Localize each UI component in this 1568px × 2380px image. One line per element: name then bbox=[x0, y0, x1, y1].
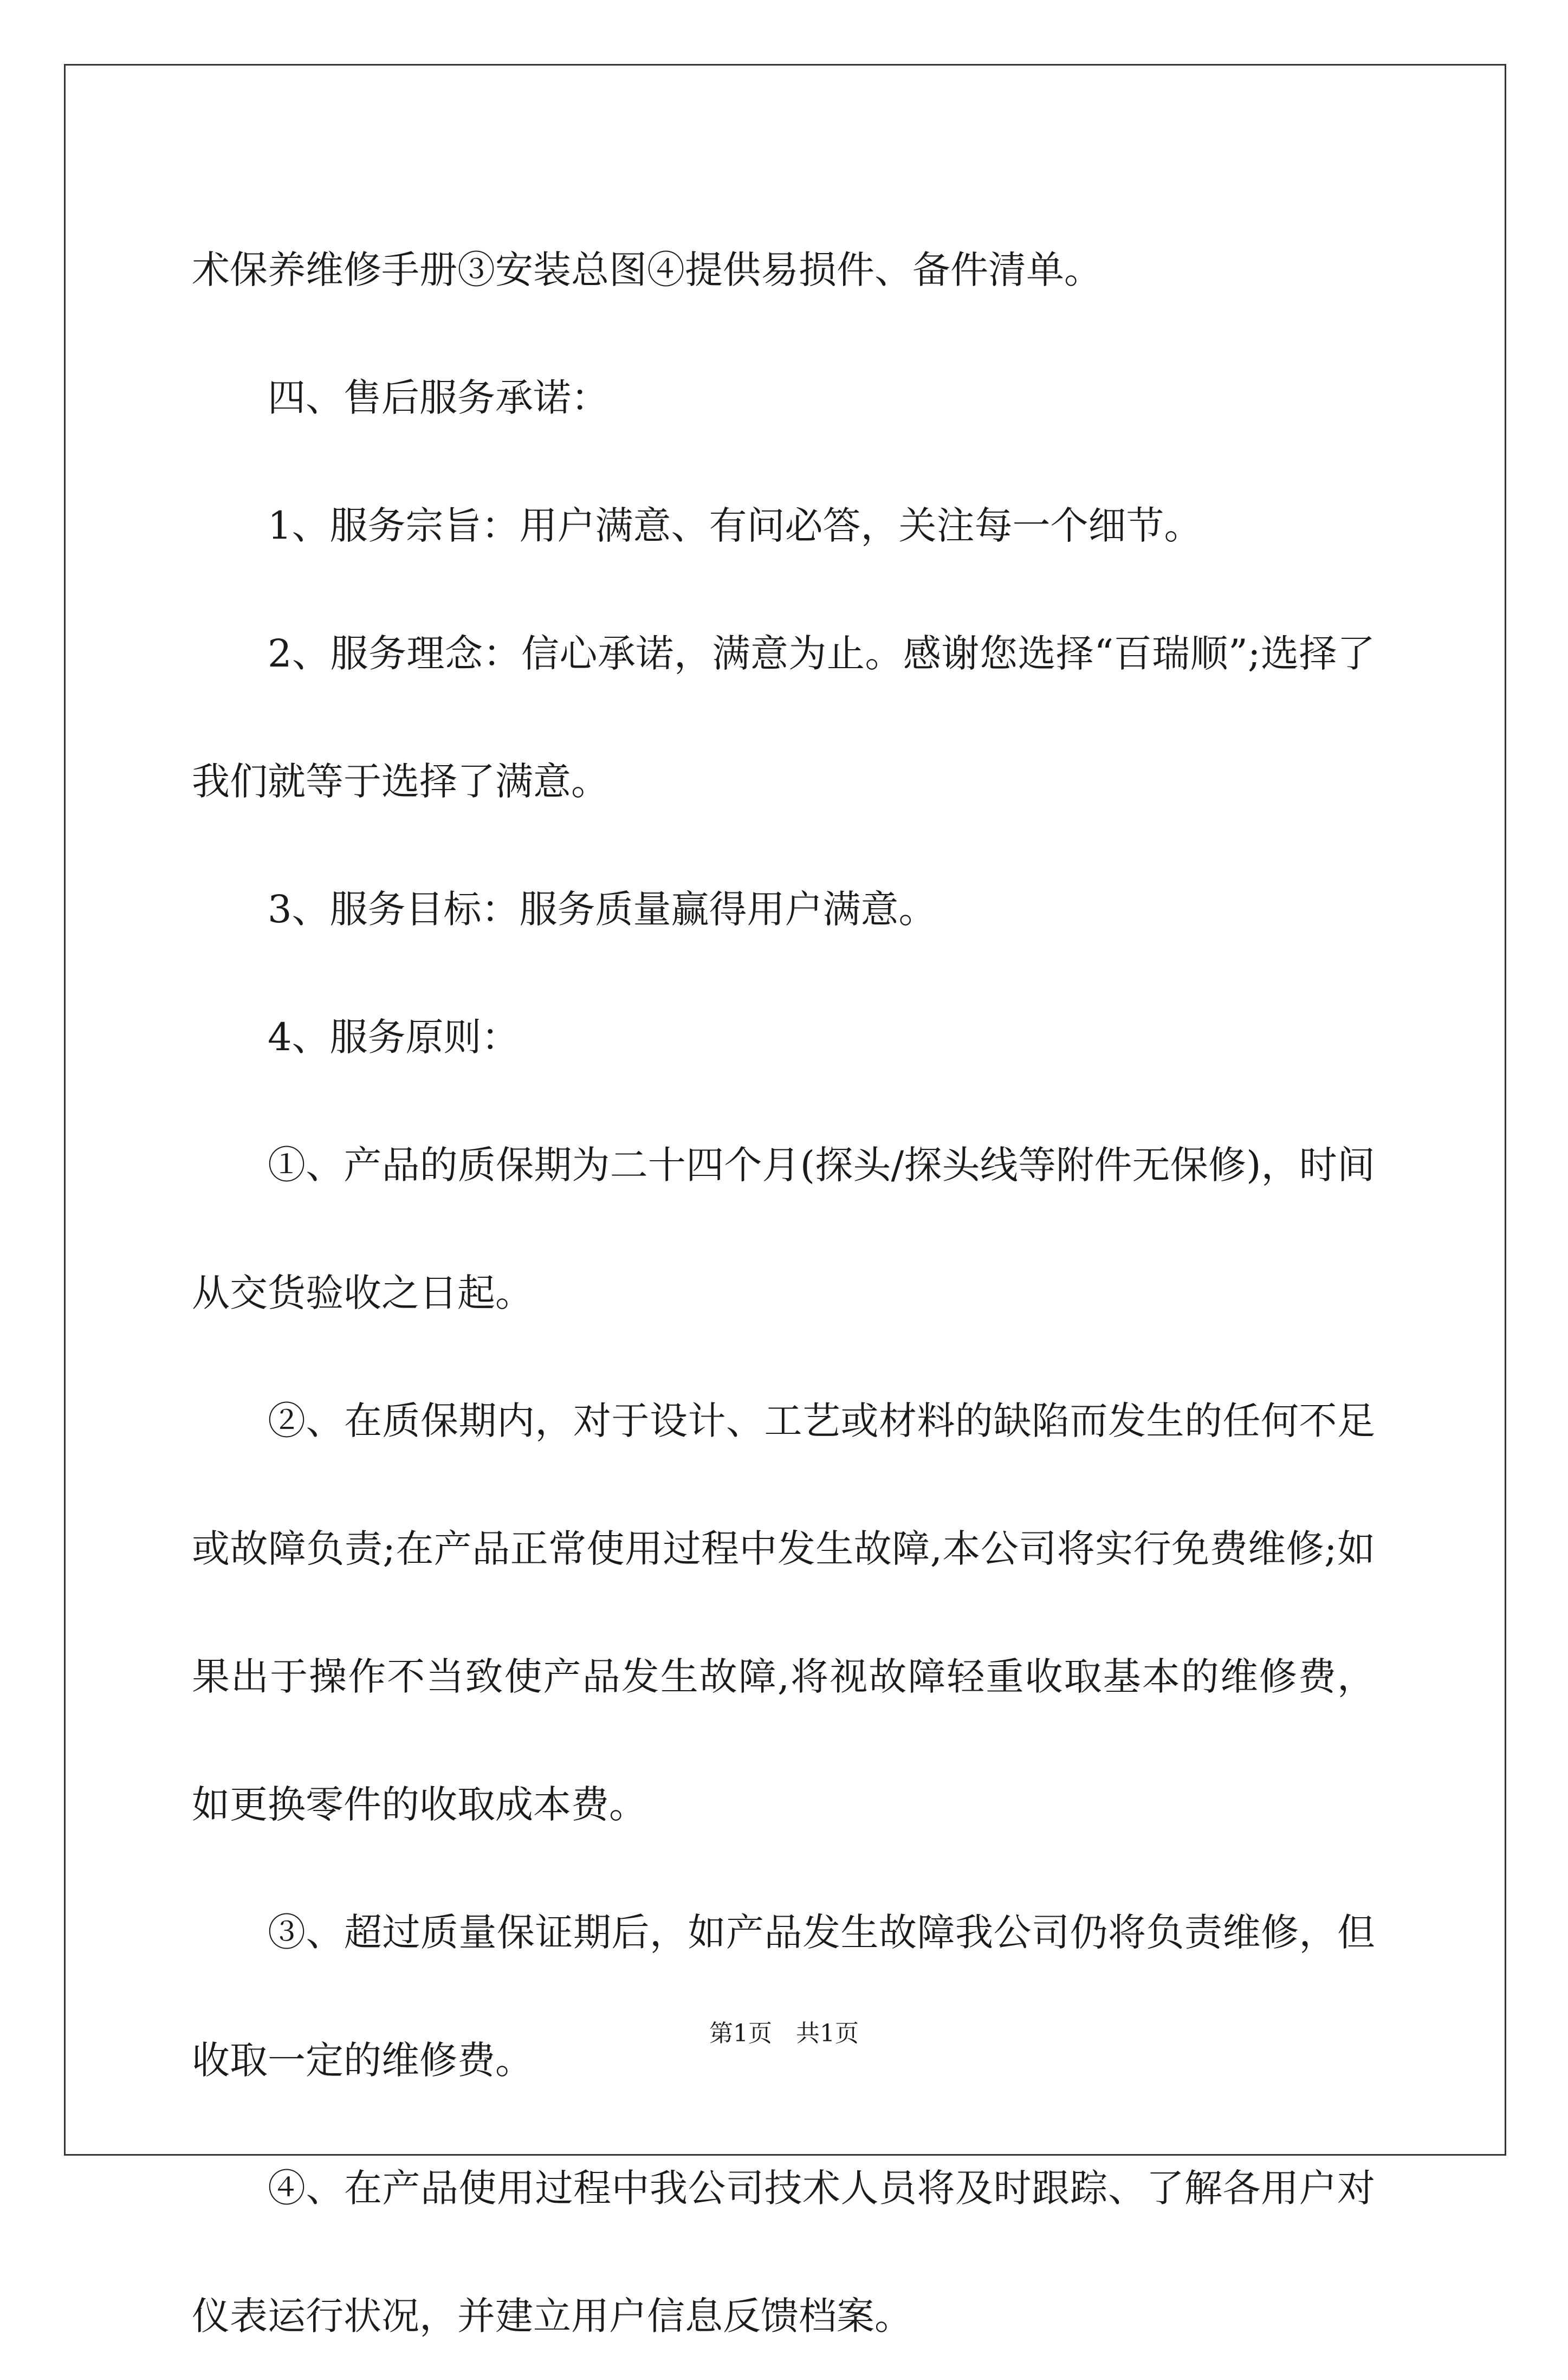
paragraph-principle-1: ①、产品的质保期为二十四个月(探头/探头线等附件无保修)，时间从交货验收之日起。 bbox=[192, 1143, 1375, 1315]
page-number-total: 共1页 bbox=[796, 2020, 859, 2047]
paragraph-principle-2: ②、在质保期内，对于设计、工艺或材料的缺陷而发生的任何不足或故障负责;在产品正常使用过程中发生故障,本公司将实行免费维修;如果出于操作不当致使产品发生故障,将视故障轻重收取基本的维修费，如更换零件的收取成本费。 bbox=[192, 1399, 1375, 1827]
paragraph-service-philosophy: 2、服务理念：信心承诺，满意为止。感谢您选择“百瑞顺”;选择了我们就等于选择了满意。 bbox=[192, 631, 1375, 804]
document-body bbox=[192, 206, 1375, 2380]
paragraph-service-goal: 3、服务目标：服务质量赢得用户满意。 bbox=[268, 887, 937, 932]
paragraph-service-tenet: 1、服务宗旨：用户满意、有问必答，关注每一个细节。 bbox=[268, 503, 1202, 548]
paragraph-service-principles: 4、服务原则： bbox=[268, 1015, 520, 1059]
paragraph-continued: 术保养维修手册③安装总图④提供易损件、备件清单。 bbox=[192, 248, 1102, 292]
page-footer bbox=[0, 2014, 1568, 2048]
paragraph-principle-3: ③、超过质量保证期后，如产品发生故障我公司仍将负责维修，但收取一定的维修费。 bbox=[192, 1910, 1375, 2082]
paragraph-principle-4: ④、在产品使用过程中我公司技术人员将及时跟踪、了解各用户对仪表运行状况，并建立用户信息反馈档案。 bbox=[192, 2166, 1375, 2338]
page-number-current: 第1页 bbox=[709, 2020, 772, 2047]
section-heading-after-sales: 四、售后服务承诺： bbox=[268, 376, 609, 420]
